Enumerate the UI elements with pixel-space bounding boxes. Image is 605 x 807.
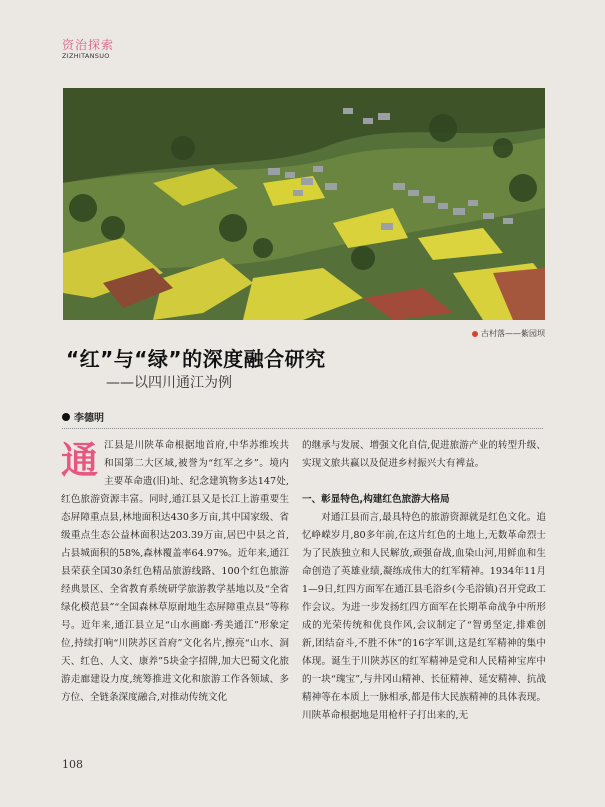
photo-illustration <box>63 88 545 320</box>
bullet-icon <box>62 413 70 421</box>
page-number: 108 <box>62 758 83 771</box>
divider <box>62 428 543 429</box>
article-subtitle: ——以四川通江为例 <box>106 375 232 391</box>
caption-dot-icon <box>472 331 478 337</box>
paragraph: 的继承与发展、增强文化自信,促进旅游产业的转型升级、实现文旅共赢以及促进乡村振兴大有裨益。 <box>302 440 546 469</box>
section-tag <box>62 38 114 61</box>
right-column <box>302 437 546 725</box>
drop-cap: 通 <box>61 439 98 482</box>
paragraph: 江县是川陕革命根据地首府,中华苏维埃共和国第二大区域,被誉为“红军之乡”。境内主要革命遗(旧)址、纪念建筑物多达147处,红色旅游资源丰富。同时,通江县又是长江上游重要生态屏障重点县,林地面积达430多万亩,其中国家级、省级重点生态公益林面积达203.39万亩,居巴中县之首,占县城面积的58%,森林覆盖率64.97%。近年来,通江县荣获全国30条红色精品旅游线路、100个红色旅游经典景区、全省教育系统研学旅游教学基地以及“全省绿化模范县”“全国森林草原耐地生态屏障重点县”等称号。近年来,通江县立足“山水画廊·秀美通江”形象定位,持续打响“川陕苏区首府”文化名片,擦亮“山水、洞天、红色、人文、康养”5块金字招牌,加大巴蜀文化旅游走廊建设力度,统筹推进文化和旅游工作各领域、多方位、全链条深度融合,对推动传统文化 <box>61 440 289 703</box>
village-aerial-photo <box>63 88 545 320</box>
photo-caption <box>472 328 545 339</box>
section-subtitle: ZIZHITANSUO <box>62 52 110 60</box>
paragraph: 对通江县而言,最具特色的旅游资源就是红色文化。追忆峥嵘岁月,80多年前,在这片红色的土地上,无数革命烈士为了民族独立和人民解放,顽强奋战,血染山河,用鲜血和生命创造了英雄业绩,凝练成伟大的红军精神。1934年11月1—9日,红四方面军在通江县毛浴乡(今毛浴镇)召开党政工作会议。为进一步发扬红四方面军在长期革命战争中所形成的光荣传统和优良作风,会议制定了“智勇坚定,排难创新,团结奋斗,不胜不休”的16字军训,这是红军精神的集中体现。诞生于川陕苏区的红军精神是党和人民精神宝库中的一块“瑰宝”,与井冈山精神、长征精神、延安精神、抗战精神等在本质上一脉相承,都是伟大民族精神的具体表现。川陕革命根据地是用枪杆子打出来的,无 <box>302 512 546 721</box>
author-name: 李德明 <box>74 413 104 424</box>
article-title: “红”与“绿”的深度融合研究 <box>66 347 326 371</box>
left-column <box>61 437 289 707</box>
section-heading: 一、彰显特色,构建红色旅游大格局 <box>302 494 450 505</box>
section-title: 资治探索 <box>62 38 115 52</box>
caption-text: 古村落——紫园坝 <box>481 329 545 338</box>
author-byline <box>62 409 104 424</box>
